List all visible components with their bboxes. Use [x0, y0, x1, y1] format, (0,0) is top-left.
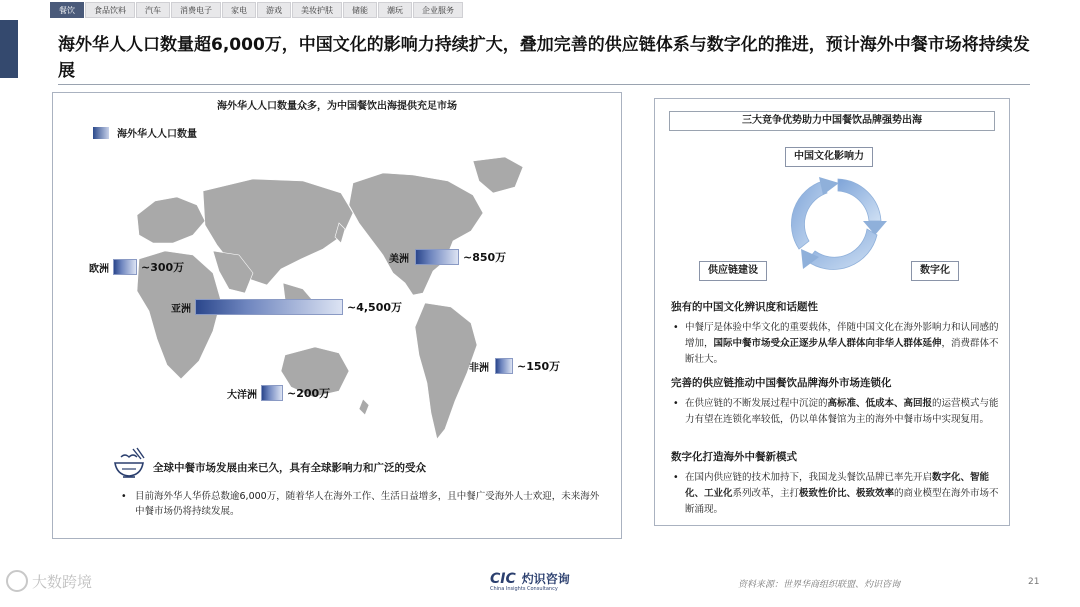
tab-enterprise-services[interactable]: 企业服务 — [413, 2, 463, 18]
advantage-culture-title: 独有的中国文化辨识度和话题性 — [671, 301, 818, 313]
cycle-label-supply-chain: 供应链建设 — [699, 261, 767, 281]
tab-consumer-electronics[interactable]: 消费电子 — [171, 2, 221, 18]
bullet-dot: • — [673, 322, 679, 333]
advantage-supply-chain-text-2: 的运营模式与能力有望在连锁化率较低，仍以单体餐馆为主的海外中餐市场中实现复用。 — [685, 398, 999, 425]
advantage-culture-highlight: 国际中餐市场受众正逐步从华人群体向非华人群体延伸 — [713, 338, 942, 349]
bullet-dot: • — [673, 472, 679, 483]
tab-games[interactable]: 游戏 — [257, 2, 291, 18]
region-oceania — [227, 385, 330, 401]
cycle-arrows-icon — [783, 169, 893, 279]
tab-energy-storage[interactable]: 储能 — [343, 2, 377, 18]
advantage-digital-text-1: 在国内供应链的技术加持下，我国龙头餐饮品牌已率先开启 — [685, 472, 933, 483]
company-logo — [490, 570, 570, 592]
advantages-panel — [654, 98, 1010, 526]
map-europe — [137, 197, 205, 243]
logo-en: China Insights Consultancy — [490, 586, 558, 592]
watermark-text: 大数跨境 — [32, 572, 93, 591]
region-europe-bar — [113, 259, 137, 275]
advantage-culture — [671, 299, 1001, 368]
legend-label: 海外华人人口数量 — [117, 129, 197, 140]
map-south-america — [415, 303, 477, 439]
advantage-digital-body — [671, 470, 1001, 518]
watermark-logo-icon — [6, 570, 28, 592]
advantage-supply-chain-text-1: 在供应链的不断发展过程中沉淀的 — [685, 398, 828, 409]
region-africa — [469, 358, 560, 374]
title-divider — [58, 84, 1030, 85]
region-asia-bar — [195, 299, 343, 315]
food-bowl-icon — [111, 445, 147, 481]
platform-watermark — [6, 570, 92, 592]
page-title: 海外华人人口数量超6,000万，中国文化的影响力持续扩大，叠加完善的供应链体系与数字化的推进，预计海外中餐市场将持续发展 — [58, 35, 1030, 81]
advantage-supply-chain-title: 完善的供应链推动中国餐饮品牌海外市场连锁化 — [671, 377, 892, 389]
advantage-culture-body — [671, 320, 1001, 368]
top-nav — [50, 2, 463, 18]
advantage-culture-text-1: 中餐厅是体验中华文化的重要载体，伴随中国文化在海外影响力和认同感的增加， — [685, 322, 999, 349]
advantage-digital-text-3: 的商业模型在海外市场不断涌现。 — [685, 488, 999, 515]
market-summary-bullet — [121, 489, 601, 519]
tab-food-beverage[interactable]: 食品饮料 — [85, 2, 135, 18]
region-europe-label: 欧洲 — [89, 263, 109, 275]
region-africa-value: ~150万 — [517, 360, 561, 373]
region-americas-bar — [415, 249, 459, 265]
region-oceania-bar — [261, 385, 283, 401]
region-africa-bar — [495, 358, 513, 374]
market-summary-text: 目前海外华人华侨总数逾6,000万，随着华人在海外工作、生活日益增多，且中餐广受海外人士欢迎，未来海外中餐市场仍将持续发展。 — [135, 491, 600, 517]
tab-catering[interactable]: 餐饮 — [50, 2, 84, 18]
tab-trendy-toys[interactable]: 潮玩 — [378, 2, 412, 18]
advantages-heading: 三大竞争优势助力中国餐饮品牌强势出海 — [669, 111, 995, 131]
region-americas — [389, 249, 506, 265]
bullet-dot: • — [673, 398, 679, 409]
population-panel-heading: 海外华人人口数量众多，为中国餐饮出海提供充足市场 — [217, 101, 457, 112]
advantage-digital-highlight-2: 极致性价比、极致效率 — [799, 488, 895, 499]
region-africa-label: 非洲 — [469, 362, 489, 374]
advantage-digital-text-2: 系列改革，主打 — [732, 488, 800, 499]
region-americas-value: ~850万 — [463, 251, 507, 264]
bullet-dot: • — [121, 491, 127, 502]
map-greenland — [473, 157, 523, 193]
tab-auto[interactable]: 汽车 — [136, 2, 170, 18]
market-summary-title: 全球中餐市场发展由来已久，具有全球影响力和广泛的受众 — [153, 462, 426, 474]
region-asia-value: ~4,500万 — [347, 301, 403, 314]
region-asia-label: 亚洲 — [171, 303, 191, 315]
advantage-digital — [671, 449, 1001, 518]
advantage-culture-text-2: ，消费群体不断壮大。 — [685, 338, 999, 365]
title-accent-bar — [0, 20, 18, 78]
cycle-label-digital: 数字化 — [911, 261, 959, 281]
legend-swatch — [93, 127, 109, 139]
map-new-zealand — [359, 399, 369, 415]
logo-cic: CIC — [490, 570, 516, 587]
advantage-supply-chain-highlight: 高标准、低成本、高回报 — [827, 398, 933, 409]
population-panel — [52, 92, 622, 539]
region-europe-value: ~300万 — [141, 261, 185, 274]
tab-beauty[interactable]: 美妆护肤 — [292, 2, 342, 18]
cycle-label-culture: 中国文化影响力 — [785, 147, 873, 167]
region-americas-label: 美洲 — [389, 253, 409, 265]
advantage-supply-chain — [671, 375, 1001, 428]
source-note: 资料来源：世界华商组织联盟、灼识咨询 — [738, 580, 901, 590]
logo-cn: 灼识咨询 — [521, 572, 570, 586]
advantage-digital-title: 数字化打造海外中餐新模式 — [671, 451, 797, 463]
tab-home-appliances[interactable]: 家电 — [222, 2, 256, 18]
advantage-digital-highlight-1: 数字化、智能化、工业化 — [685, 472, 990, 499]
advantage-supply-chain-body — [671, 396, 1001, 428]
region-oceania-label: 大洋洲 — [227, 389, 257, 401]
map-north-america — [349, 173, 483, 295]
region-oceania-value: ~200万 — [287, 387, 331, 400]
page-number: 21 — [1028, 577, 1040, 587]
region-asia — [171, 299, 402, 315]
region-europe — [89, 259, 184, 275]
map-legend — [93, 125, 197, 140]
